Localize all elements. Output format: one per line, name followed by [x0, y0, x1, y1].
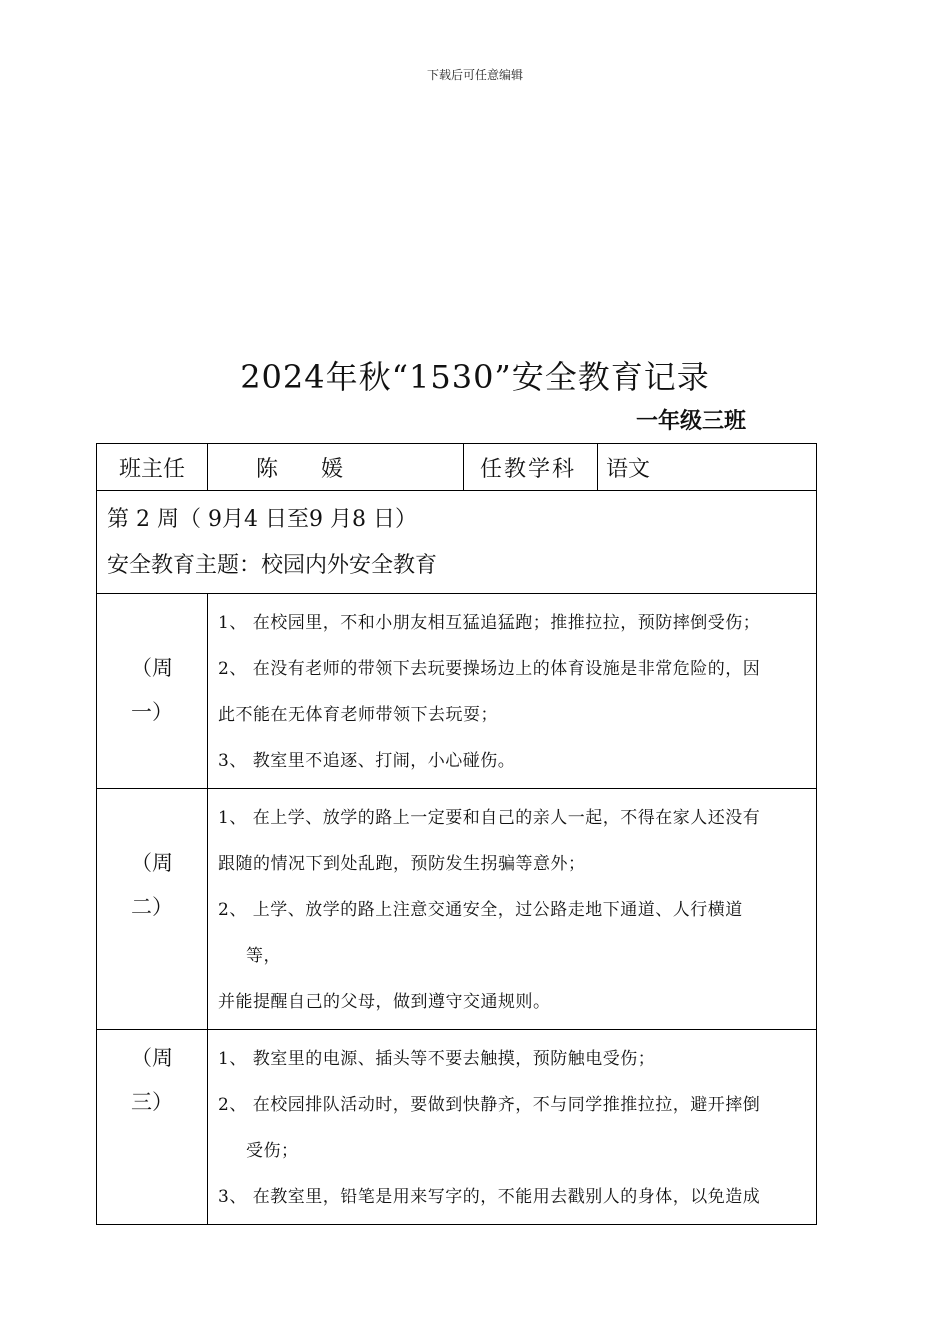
week-info-row — [97, 491, 817, 594]
day-label — [97, 594, 208, 789]
content-line: 1、 在校园里，不和小朋友相互猛追猛跑；推推拉拉，预防摔倒受伤； — [218, 613, 761, 633]
safety-record-table — [96, 443, 816, 1225]
content-line: 3、 教室里不追逐、打闹，小心碰伤。 — [218, 751, 516, 771]
day-row-monday — [97, 594, 817, 789]
day-label-line: （周 — [131, 1046, 173, 1070]
day-label — [97, 1030, 208, 1225]
teacher-name: 陈 媛 — [208, 444, 464, 491]
page-title: 2024年秋“1530”安全教育记录 — [240, 358, 710, 396]
content-line: 1、 教室里的电源、插头等不要去触摸，预防触电受伤； — [218, 1049, 656, 1069]
day-content — [208, 594, 817, 789]
subject-value: 语文 — [598, 444, 817, 491]
day-content — [208, 1030, 817, 1225]
content-line: 3、 在教室里，铅笔是用来写字的，不能用去戳别人的身体，以免造成 — [218, 1187, 761, 1207]
day-label-line: 二） — [131, 895, 173, 919]
header-note: 下载后可任意编辑 — [426, 68, 523, 82]
day-label-line: 三） — [131, 1090, 173, 1114]
day-content — [208, 789, 817, 1030]
week-line: 第 2 周（ 9月4 日至9 月8 日） — [107, 507, 417, 532]
class-label: 一年级三班 — [636, 409, 747, 434]
theme-line: 安全教育主题：校园内外安全教育 — [107, 553, 438, 578]
content-line: 2、 上学、放学的路上注意交通安全，过公路走地下通道、人行横道 — [218, 900, 743, 920]
day-row-wednesday — [97, 1030, 817, 1225]
day-row-tuesday — [97, 789, 817, 1030]
day-label-line: 一） — [131, 700, 173, 724]
header-row — [97, 444, 817, 491]
day-label-line: （周 — [131, 851, 173, 875]
content-line: 此不能在无体育老师带领下去玩耍； — [218, 705, 498, 725]
content-line: 1、 在上学、放学的路上一定要和自己的亲人一起，不得在家人还没有 — [218, 808, 761, 828]
content-line: 受伤； — [246, 1141, 299, 1161]
day-label — [97, 789, 208, 1030]
content-line: 等， — [246, 946, 281, 966]
content-line: 2、 在没有老师的带领下去玩要操场边上的体育设施是非常危险的，因 — [218, 659, 761, 679]
content-line: 2、 在校园排队活动时，要做到快静齐，不与同学推推拉拉，避开摔倒 — [218, 1095, 761, 1115]
subject-label: 任教学科 — [464, 444, 598, 491]
teacher-label: 班主任 — [97, 444, 208, 491]
content-line: 跟随的情况下到处乱跑，预防发生拐骗等意外； — [218, 854, 586, 874]
day-label-line: （周 — [131, 656, 173, 680]
content-line: 并能提醒自己的父母，做到遵守交通规则。 — [218, 992, 551, 1012]
